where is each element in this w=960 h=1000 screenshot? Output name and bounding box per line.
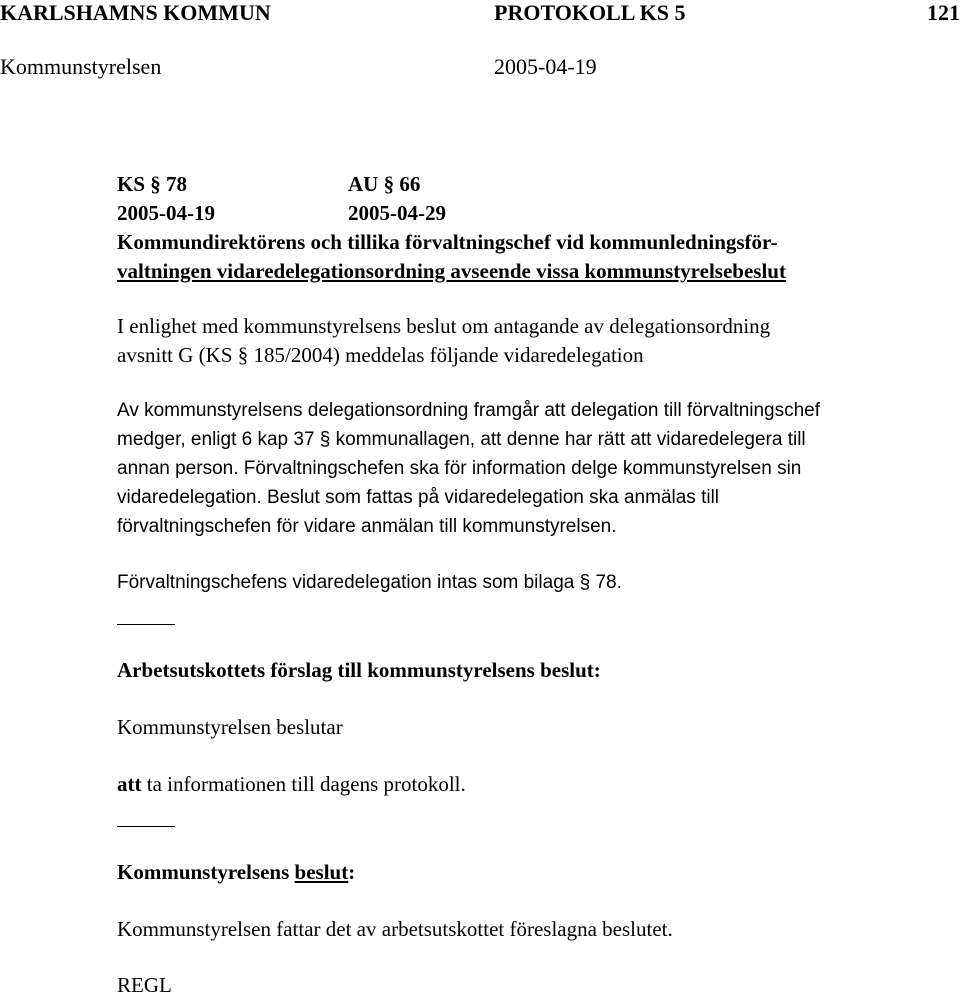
att-clause-text: ta informationen till dagens protokoll.: [141, 772, 466, 796]
attachment-paragraph: [117, 568, 937, 597]
ks-heading-underlined: beslut: [294, 860, 349, 884]
au-decides-text: Kommunstyrelsen beslutar: [117, 715, 343, 739]
ks-date: 2005-04-19: [117, 201, 215, 225]
delegation-line: förvaltningschefen för vidare anmälan till kommunstyrelsen.: [117, 516, 617, 537]
intro-line: I enlighet med kommunstyrelsens beslut om antagande av delegationsordning: [117, 314, 771, 338]
ks-decision-text: Kommunstyrelsen fattar det av arbetsutskottet föreslagna beslutet.: [117, 917, 673, 941]
au-proposal-clause: [117, 770, 466, 799]
attachment-text: Förvaltningschefens vidaredelegation intas som bilaga § 78.: [117, 572, 622, 593]
case-title-line-2: [117, 257, 917, 286]
signature-initials: REGL: [117, 973, 172, 997]
au-paragraph-ref: AU § 66: [348, 172, 421, 196]
intro-paragraph: [117, 312, 937, 370]
au-date: 2005-04-29: [348, 201, 446, 225]
meeting-date: 2005-04-19: [494, 54, 597, 79]
ks-paragraph-ref: KS § 78: [117, 172, 188, 196]
delegation-line: vidaredelegation. Beslut som fattas på vidaredelegation ska anmälas till: [117, 487, 720, 508]
section-divider: [117, 826, 175, 827]
case-block: [117, 170, 917, 286]
case-title-text-1: Kommundirektörens och tillika förvaltningschef vid kommunledningsför-: [117, 230, 778, 254]
case-dates: [117, 199, 917, 228]
delegation-paragraph: [117, 396, 937, 541]
case-refs: [117, 170, 917, 199]
page-subheader: [0, 52, 960, 82]
page-header: [0, 0, 960, 28]
ks-heading-suffix: :: [348, 860, 356, 884]
au-proposal-heading: Arbetsutskottets förslag till kommunstyrelsens beslut:: [117, 658, 601, 682]
delegation-line: Av kommunstyrelsens delegationsordning framgår att delegation till förvaltningschef: [117, 400, 821, 421]
case-title-text-2: valtningen vidaredelegationsordning avseende vissa kommunstyrelsebeslut: [117, 259, 786, 283]
ks-heading-prefix: Kommunstyrelsens: [117, 860, 295, 884]
page-number: 121: [927, 0, 960, 25]
delegation-line: medger, enligt 6 kap 37 § kommunallagen, att denne har rätt att vidaredelegera till: [117, 429, 806, 450]
case-title-line-1: [117, 228, 917, 257]
att-keyword: att: [117, 772, 142, 796]
intro-line: avsnitt G (KS § 185/2004) meddelas följande vidaredelegation: [117, 343, 644, 367]
delegation-line: annan person. Förvaltningschefen ska för information delge kommunstyrelsen sin: [117, 458, 802, 479]
section-divider: [117, 624, 175, 625]
municipality-name: KARLSHAMNS KOMMUN: [0, 0, 271, 25]
board-name: Kommunstyrelsen: [0, 54, 162, 79]
protocol-id: PROTOKOLL KS 5: [494, 0, 686, 25]
ks-decision-heading: [117, 858, 355, 887]
